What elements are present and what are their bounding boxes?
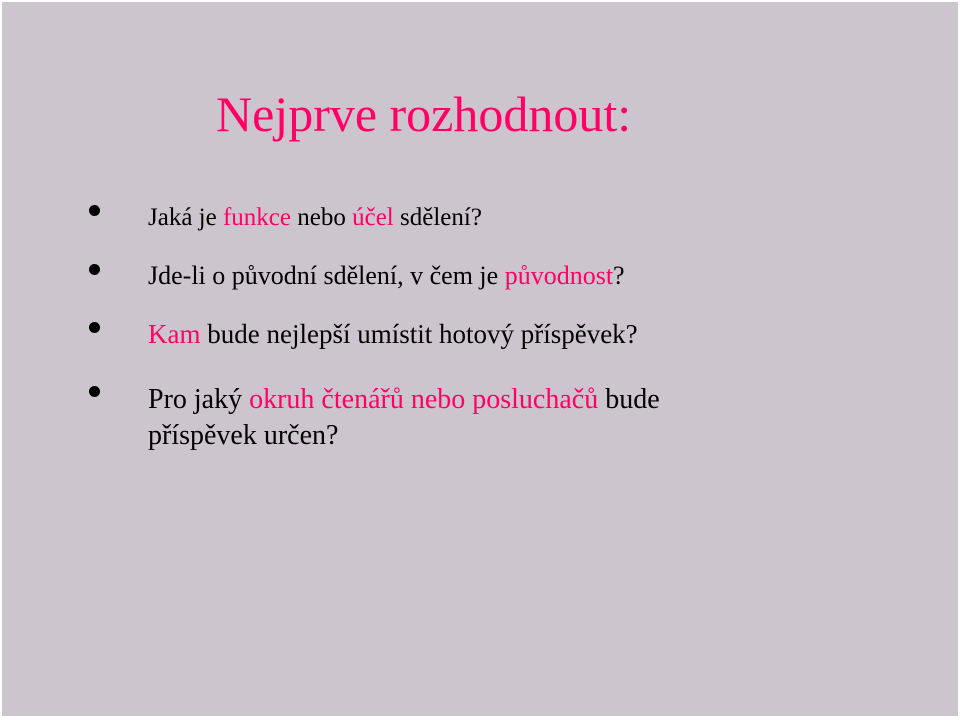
continuation-segment: příspěvek určen? [148,420,339,451]
bullet-dot-icon [89,205,100,216]
highlight-segment: okruh čtenářů nebo posluchačů [249,384,599,415]
bullet-text-3 [148,318,638,350]
highlight-segment: Kam [148,319,201,349]
highlight-segment: účel [352,204,394,231]
text-segment: bude nejlepší umístit hotový příspěvek? [200,319,638,349]
highlight-segment: funkce [222,204,291,231]
text-segment: nebo [291,204,353,231]
text-segment: bude [598,384,660,415]
bullet-text-1 [148,202,482,234]
text-segment: Pro jaký [148,384,250,415]
slide [2,2,958,716]
bullet-text-4 [148,382,660,454]
bullet-text-2 [148,260,625,292]
text-segment: ? [613,261,625,290]
text-segment: Jaká je [148,204,223,231]
bullet-dot-icon [89,322,100,333]
text-segment: sdělení? [393,204,482,231]
slide-title: Nejprve rozhodnout: [216,86,632,142]
text-segment: Jde-li o původní sdělení, v čem je [148,261,505,290]
bullet-dot-icon [89,386,100,397]
bullet-dot-icon [89,264,100,275]
highlight-segment: původnost [504,261,614,290]
